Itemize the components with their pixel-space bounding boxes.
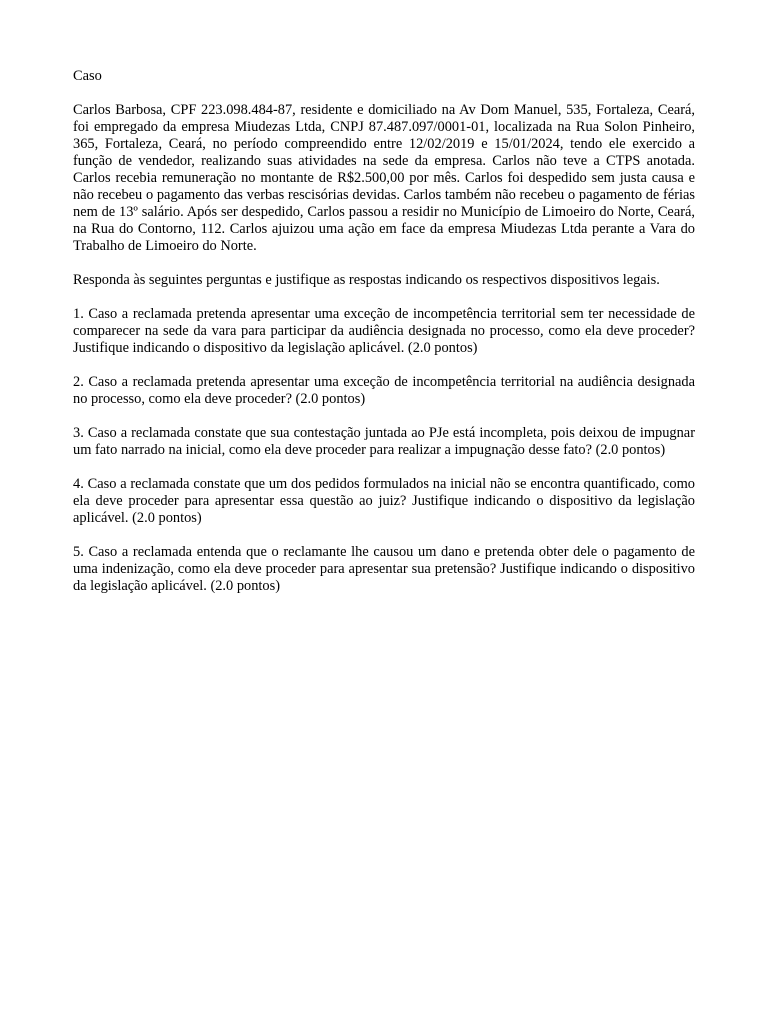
document-title: Caso xyxy=(73,68,102,84)
question-3: 3. Caso a reclamada constate que sua contestação juntada ao PJe está incompleta, pois deixou de impugnar um fato narrado na inicial, como ela deve proceder para realizar a impugnação desse fato? (2.0 pontos) xyxy=(73,425,695,458)
question-5: 5. Caso a reclamada entenda que o reclamante lhe causou um dano e pretenda obter dele o pagamento de uma indenização, como ela deve proceder para apresentar sua pretensão? Justifique indicando o dispositivo da legislação aplicável. (2.0 pontos) xyxy=(73,544,695,594)
question-2: 2. Caso a reclamada pretenda apresentar uma exceção de incompetência territorial na audiência designada no processo, como ela deve proceder? (2.0 pontos) xyxy=(73,374,695,407)
question-1: 1. Caso a reclamada pretenda apresentar uma exceção de incompetência territorial sem ter necessidade de comparecer na sede da vara para participar da audiência designada no processo, como ela deve proceder? Justifique indicando o dispositivo da legislação aplicável. (2.0 pontos) xyxy=(73,306,695,356)
instruction-paragraph: Responda às seguintes perguntas e justifique as respostas indicando os respectivos dispositivos legais. xyxy=(73,272,660,288)
question-4: 4. Caso a reclamada constate que um dos pedidos formulados na inicial não se encontra quantificado, como ela deve proceder para apresentar essa questão ao juiz? Justifique indicando o dispositivo da legislação aplicável. (2.0 pontos) xyxy=(73,476,695,526)
case-paragraph: Carlos Barbosa, CPF 223.098.484-87, residente e domiciliado na Av Dom Manuel, 535, Fortaleza, Ceará, foi empregado da empresa Miudezas Ltda, CNPJ 87.487.097/0001-01, localizada na Rua Solon Pinheiro, 365, Fortaleza, Ceará, no período compreendido entre 12/02/2019 e 15/01/2024, tendo ele exercido a função de vendedor, realizando suas atividades na sede da empresa. Carlos não teve a CTPS anotada. Carlos recebia remuneração no montante de R$2.500,00 por mês. Carlos foi despedido sem justa causa e não recebeu o pagamento das verbas rescisórias devidas. Carlos também não recebeu o pagamento de férias nem de 13º salário. Após ser despedido, Carlos passou a residir no Município de Limoeiro do Norte, Ceará, na Rua do Contorno, 112. Carlos ajuizou uma ação em face da empresa Miudezas Ltda perante a Vara do Trabalho de Limoeiro do Norte. xyxy=(73,102,695,254)
